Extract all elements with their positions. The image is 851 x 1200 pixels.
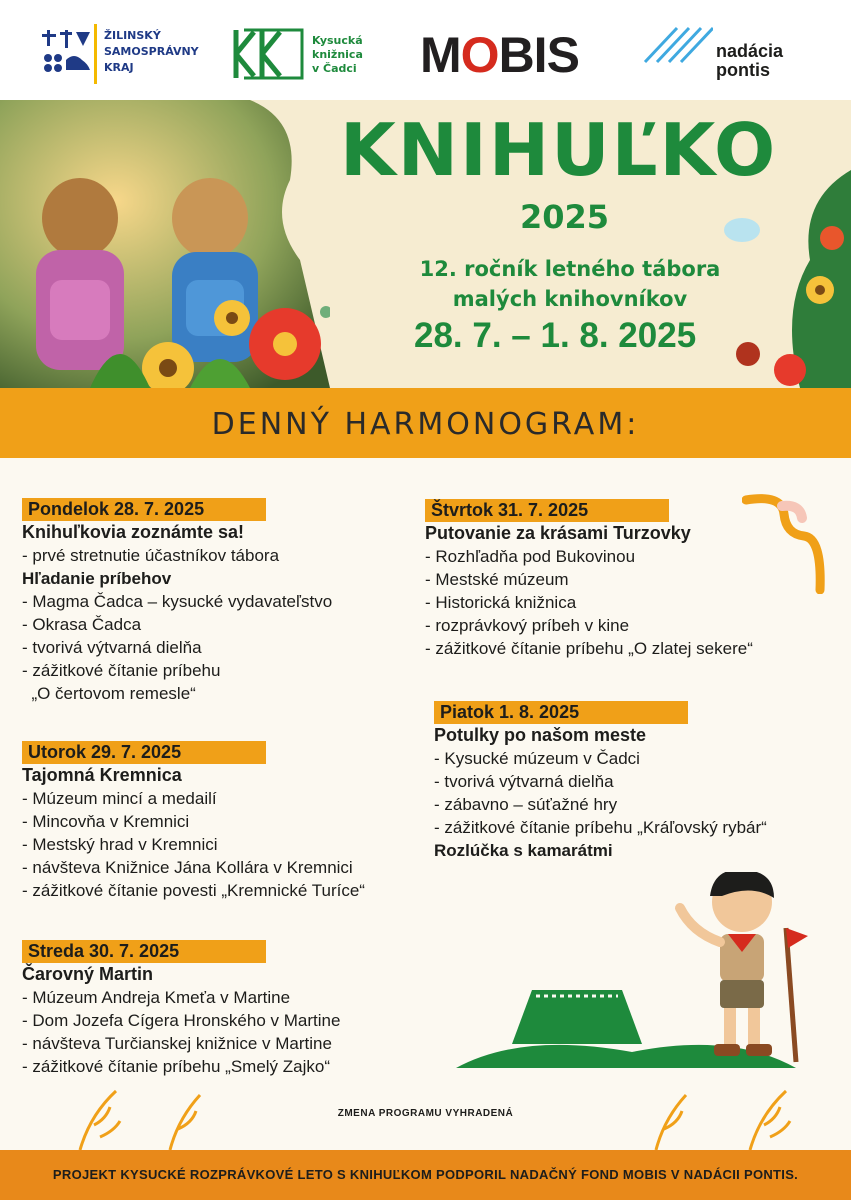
kysucka-kniznica-logo-text: Kysucká knižnica v Čadci	[312, 34, 363, 75]
program-item: - Magma Čadca – kysucké vydavateľstvo	[22, 592, 333, 611]
pontis-logo-text: nadácia pontis	[716, 41, 784, 80]
day-header: Štvrtok 31. 7. 2025	[425, 499, 669, 522]
zilina-region-logo-text: ŽILINSKÝ SAMOSPRÁVNY KRAJ	[104, 29, 199, 74]
day-title: Čarovný Martin	[22, 964, 154, 984]
program-item: - Mestské múzeum	[425, 570, 569, 589]
zilina-region-emblem-icon	[40, 30, 92, 78]
day-block-tuesday	[22, 741, 422, 902]
subtitle-line-2: malých knihovníkov	[452, 287, 688, 311]
program-item: - tvorivá výtvarná dielňa	[22, 638, 202, 657]
footer-text: PROJEKT KYSUCKÉ ROZPRÁVKOVÉ LETO S KNIHUĽKOM PODPORIL NADAČNÝ FOND MOBIS V NADÁCII PONTIS.	[52, 1167, 799, 1182]
day-block-friday	[434, 701, 834, 862]
day-header: Piatok 1. 8. 2025	[434, 701, 688, 724]
program-change-note: ZMENA PROGRAMU VYHRADENÁ	[337, 1108, 514, 1119]
mobis-logo: MOBIS	[420, 27, 579, 83]
day-block-monday	[22, 498, 422, 705]
program-item: - Rozhľadňa pod Bukovinou	[425, 547, 636, 566]
day-block-wednesday	[22, 940, 422, 1078]
program-item: - Historická knižnica	[425, 593, 577, 612]
program-item: - Okrasa Čadca	[22, 615, 142, 634]
program-item: - zážitkové čítanie príbehu „O zlatej sekere“	[425, 639, 753, 658]
day-title: Potulky po našom meste	[434, 725, 647, 745]
program-item: - prvé stretnutie účastníkov tábora	[22, 546, 280, 565]
subtitle-line-1: 12. ročník letného tábora	[419, 257, 721, 281]
day-lines	[22, 544, 422, 705]
day-lines	[22, 787, 422, 902]
day-lines	[22, 986, 422, 1078]
program-item: - zážitkové čítanie príbehu „Smelý Zajko“	[22, 1057, 331, 1076]
day-subtitle: Rozlúčka s kamarátmi	[434, 841, 613, 860]
program-item: „O čertovom remesle“	[22, 684, 196, 703]
children-illustration-image	[0, 100, 330, 388]
program-item: - Mestský hrad v Kremnici	[22, 835, 218, 854]
program-item: - Múzeum Andreja Kmeťa v Martine	[22, 988, 291, 1007]
pontis-stripes-icon	[643, 26, 713, 64]
subtitle	[380, 254, 760, 314]
zigzag-decoration-icon	[742, 494, 827, 594]
schedule-title: DENNÝ HARMONOGRAM:	[211, 407, 640, 442]
program-item: - Mincovňa v Kremnici	[22, 812, 190, 831]
program-item: - rozprávkový príbeh v kine	[425, 616, 630, 635]
day-header: Pondelok 28. 7. 2025	[22, 498, 266, 521]
day-header: Utorok 29. 7. 2025	[22, 741, 266, 764]
day-title: Putovanie za krásami Turzovky	[425, 523, 691, 543]
program-item: - návšteva Turčianskej knižnice v Martine	[22, 1034, 332, 1053]
program-item: - zábavno – súťažné hry	[434, 795, 618, 814]
day-title: Knihuľkovia zoznámte sa!	[22, 522, 244, 542]
page-title: KNIHUĽKO	[340, 108, 778, 192]
program-item: - návšteva Knižnice Jána Kollára v Kremnici	[22, 858, 353, 877]
program-item: - zážitkové čítanie povesti „Kremnické Turíce“	[22, 881, 365, 900]
year-label: 2025	[520, 198, 610, 236]
program-item: - Múzeum mincí a medailí	[22, 789, 217, 808]
program-item: - zážitkové čítanie príbehu	[22, 661, 221, 680]
program-item: - zážitkové čítanie príbehu „Kráľovský rybár“	[434, 818, 767, 837]
program-item: - Kysucké múzeum v Čadci	[434, 749, 640, 768]
kysucka-kniznica-logo-icon	[232, 26, 310, 82]
day-title: Tajomná Kremnica	[22, 765, 182, 785]
day-subtitle: Hľadanie príbehov	[22, 569, 172, 588]
day-header: Streda 30. 7. 2025	[22, 940, 266, 963]
program-item: - Dom Jozefa Cígera Hronského v Martine	[22, 1011, 341, 1030]
day-lines	[434, 747, 834, 862]
camp-dates: 28. 7. – 1. 8. 2025	[414, 316, 697, 355]
program-item: - tvorivá výtvarná dielňa	[434, 772, 614, 791]
boy-on-book-illustration	[452, 872, 832, 1080]
zsk-divider	[94, 24, 97, 84]
